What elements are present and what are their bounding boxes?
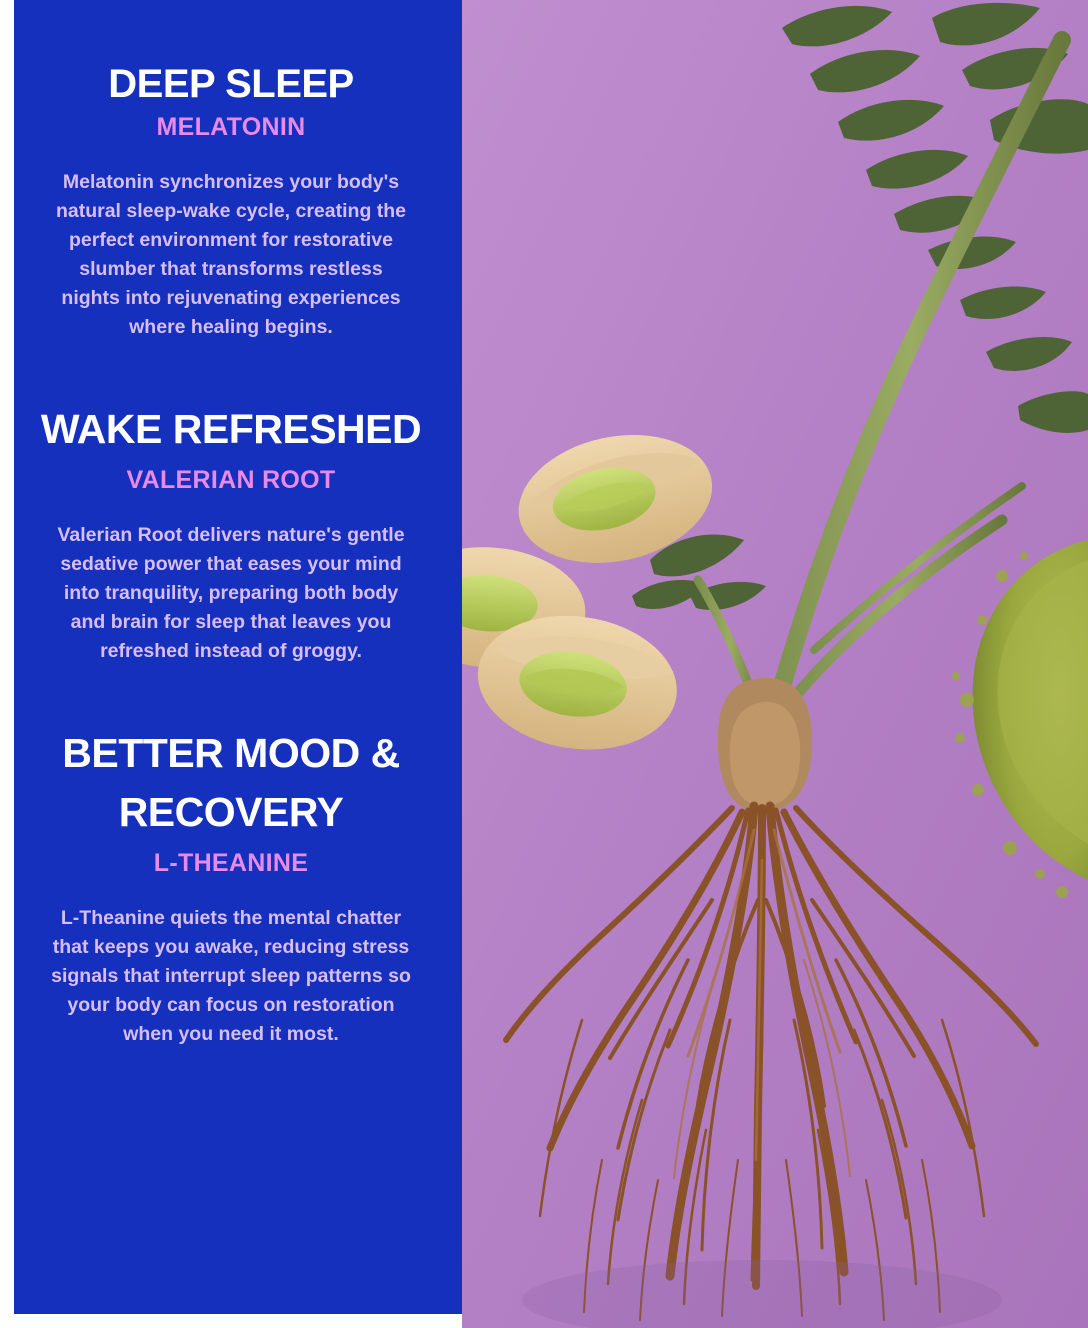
benefit-deep-sleep xyxy=(40,62,422,342)
left-edge-strip xyxy=(0,0,14,1328)
benefit-description: Valerian Root delivers nature's gentle sedative power that eases your mind into tranquility, preparing both body and brain for sleep that leaves you refreshed instead of groggy. xyxy=(57,523,405,662)
benefit-title: DEEP SLEEP xyxy=(108,62,354,106)
benefit-ingredient: L-THEANINE xyxy=(153,848,309,877)
benefit-title: BETTER MOOD & RECOVERY xyxy=(62,729,400,836)
product-photo xyxy=(462,0,1088,1328)
benefits-panel xyxy=(0,0,462,1328)
photo-illustration xyxy=(462,0,1088,1328)
benefit-better-mood xyxy=(40,724,422,1049)
benefit-description: L-Theanine quiets the mental chatter that keeps you awake, reducing stress signals that interrupt sleep patterns so your body can focus on restoration when you need it most. xyxy=(51,906,411,1045)
benefit-ingredient: MELATONIN xyxy=(156,112,306,141)
benefit-wake-refreshed xyxy=(40,400,422,666)
benefit-title: WAKE REFRESHED xyxy=(40,406,422,453)
benefit-ingredient: VALERIAN ROOT xyxy=(126,465,336,494)
benefit-description: Melatonin synchronizes your body's natural sleep-wake cycle, creating the perfect environment for restorative slumber that transforms restless nights into rejuvenating experiences where healing begins. xyxy=(55,170,407,339)
bottom-edge-strip xyxy=(0,1314,462,1328)
